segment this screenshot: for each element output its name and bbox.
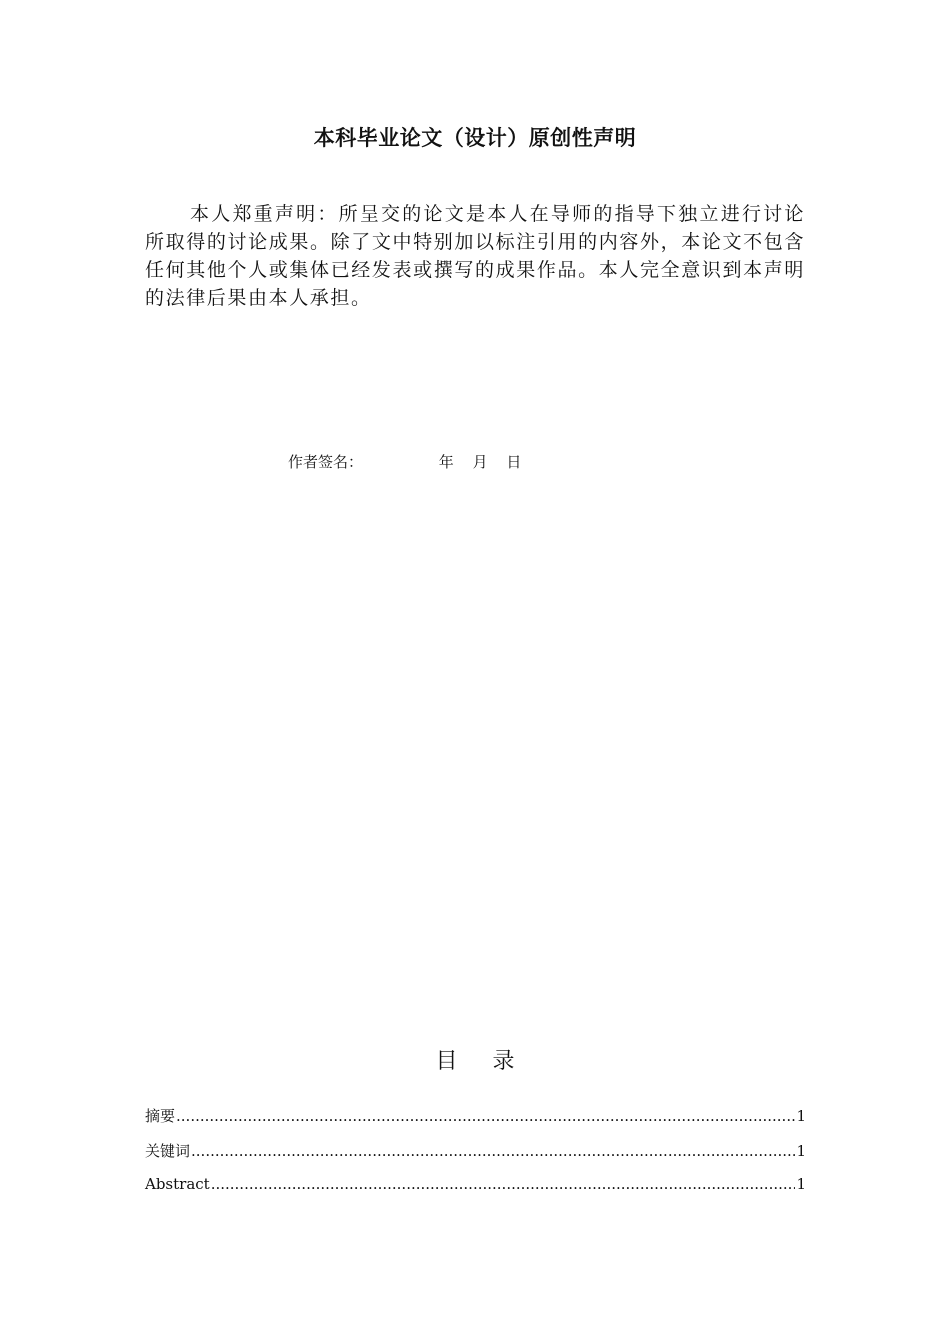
toc-entry-page: 1 [796, 1175, 806, 1193]
toc-entry-label: 摘要 [145, 1107, 176, 1125]
date-year: 年 [438, 453, 454, 471]
date-month: 月 [472, 453, 488, 471]
toc-entry[interactable] [145, 1175, 806, 1210]
declaration-body: 本人郑重声明：所呈交的论文是本人在导师的指导下独立进行讨论所取得的讨论成果。除了文中特别加以标注引用的内容外，本论文不包含任何其他个人或集体已经发表或撰写的成果作品。本人完全意识到本声明的法律后果由本人承担。 [145, 203, 805, 309]
toc-entry[interactable] [145, 1105, 806, 1140]
toc-entry-page: 1 [796, 1107, 806, 1125]
signature-line [288, 451, 535, 472]
toc-entry[interactable] [145, 1140, 806, 1175]
signature-label: 作者签名： [288, 453, 364, 471]
toc-entry-label: Abstract [145, 1175, 210, 1193]
table-of-contents [145, 1105, 806, 1210]
toc-leader-dots [191, 1142, 795, 1160]
toc-leader-dots [176, 1107, 795, 1125]
toc-leader-dots [211, 1175, 796, 1193]
declaration-title: 本科毕业论文（设计）原创性声明 [313, 126, 637, 150]
date-day: 日 [506, 453, 522, 471]
toc-entry-label: 关键词 [145, 1142, 191, 1160]
toc-title: 目 录 [435, 1049, 529, 1074]
toc-entry-page: 1 [796, 1142, 806, 1160]
